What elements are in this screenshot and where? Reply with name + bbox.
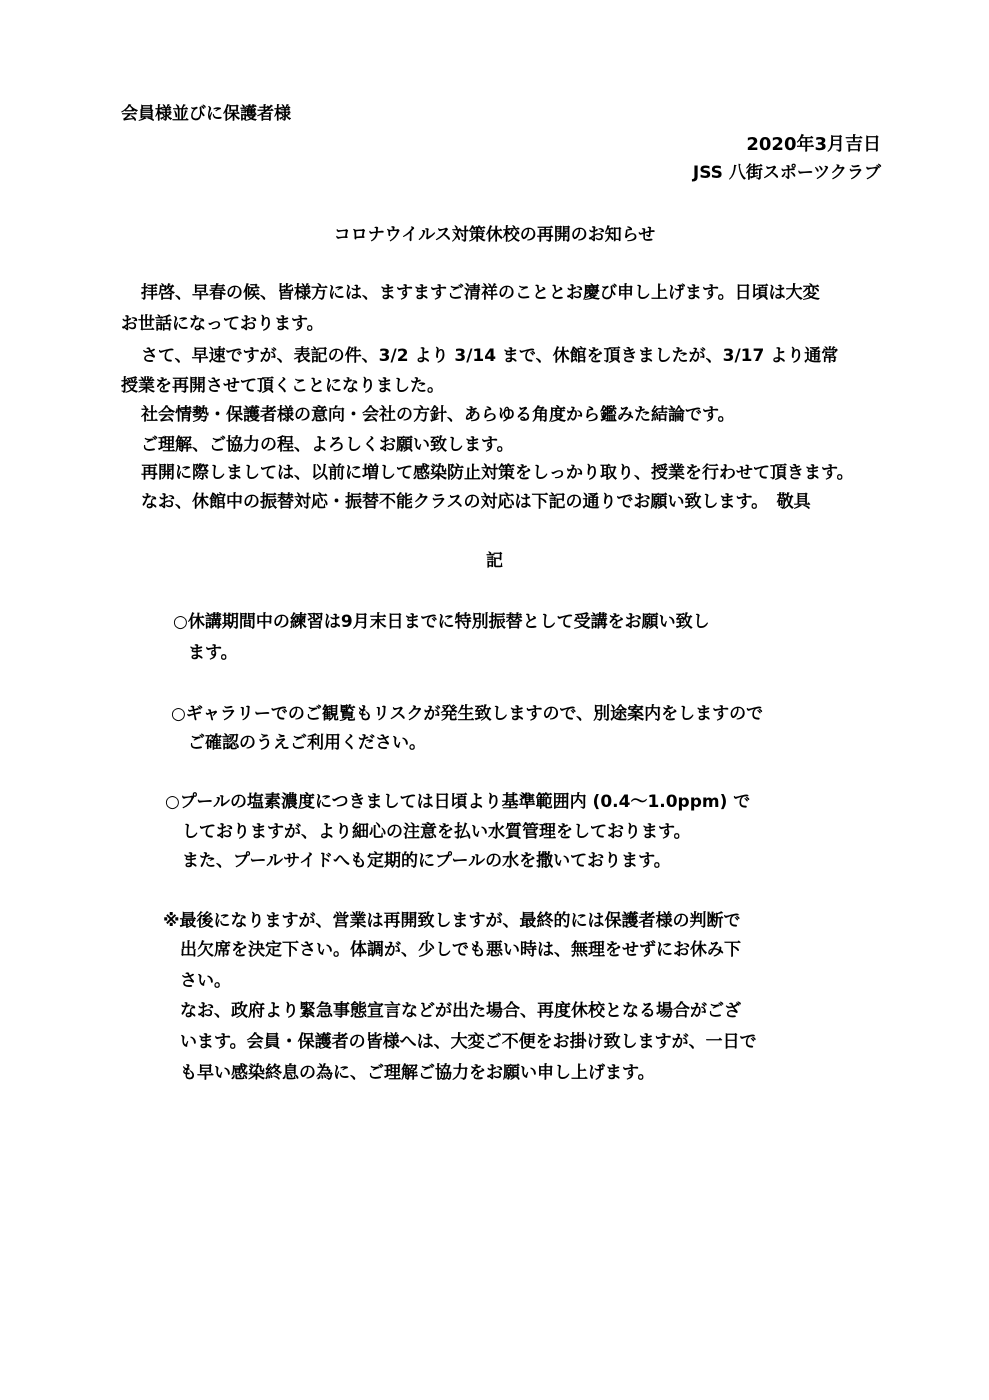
notice-line: 出欠席を決定下さい。体調が、少しでも悪い時は、無理をせずにお休み下 xyxy=(180,940,741,960)
body-line: なお、休館中の振替対応・振替不能クラスの対応は下記の通りでお願い致します。 敬具 xyxy=(141,492,811,512)
document-title: コロナウイルス対策休校の再開のお知らせ xyxy=(333,225,656,245)
notice-line: しておりますが、より細心の注意を払い水質管理をしております。 xyxy=(182,822,691,842)
notice-line: ○プールの塩素濃度につきましては日頃より基準範囲内 (0.4～1.0ppm) で xyxy=(165,792,751,812)
notice-line: います。会員・保護者の皆様へは、大変ご不便をお掛け致しますが、一日で xyxy=(180,1032,757,1052)
body-line: 社会情勢・保護者様の意向・会社の方針、あらゆる角度から鑑みた結論です。 xyxy=(141,405,735,425)
body-line: さて、早速ですが、表記の件、3/2 より 3/14 まで、休館を頂きましたが、3/17 より通常 xyxy=(141,346,839,366)
notice-line: ※最後になりますが、営業は再開致しますが、最終的には保護者様の判断で xyxy=(163,911,741,931)
notice-line: も早い感染終息の為に、ご理解ご協力をお願い申し上げます。 xyxy=(180,1063,655,1083)
date: 2020年3月吉日 xyxy=(746,134,881,155)
notice-line: なお、政府より緊急事態宣言などが出た場合、再度休校となる場合がござ xyxy=(180,1001,741,1021)
notice-line: ご確認のうえご利用ください。 xyxy=(188,733,426,753)
notice-line: ○休講期間中の練習は9月末日までに特別振替として受講をお願い致し xyxy=(173,612,710,632)
body-line: 再開に際しましては、以前に増して感染防止対策をしっかり取り、授業を行わせて頂きます。 xyxy=(141,463,854,483)
body-line: お世話になっております。 xyxy=(121,314,324,334)
notice-line: また、プールサイドへも定期的にプールの水を撒いております。 xyxy=(182,851,671,871)
body-line: 拝啓、早春の候、皆様方には、ますますご清祥のこととお慶び申し上げます。日頃は大変 xyxy=(141,283,820,303)
notice-line: ○ギャラリーでのご観覧もリスクが発生致しますので、別途案内をしますので xyxy=(171,704,764,724)
addressee: 会員様並びに保護者様 xyxy=(121,104,291,124)
body-line: 授業を再開させて頂くことになりました。 xyxy=(121,376,444,396)
notice-line: ます。 xyxy=(188,643,238,663)
ki-heading: 記 xyxy=(486,551,503,571)
sender: JSS 八街スポーツクラブ xyxy=(692,163,881,183)
body-line: ご理解、ご協力の程、よろしくお願い致します。 xyxy=(141,435,514,455)
notice-line: さい。 xyxy=(180,971,231,991)
